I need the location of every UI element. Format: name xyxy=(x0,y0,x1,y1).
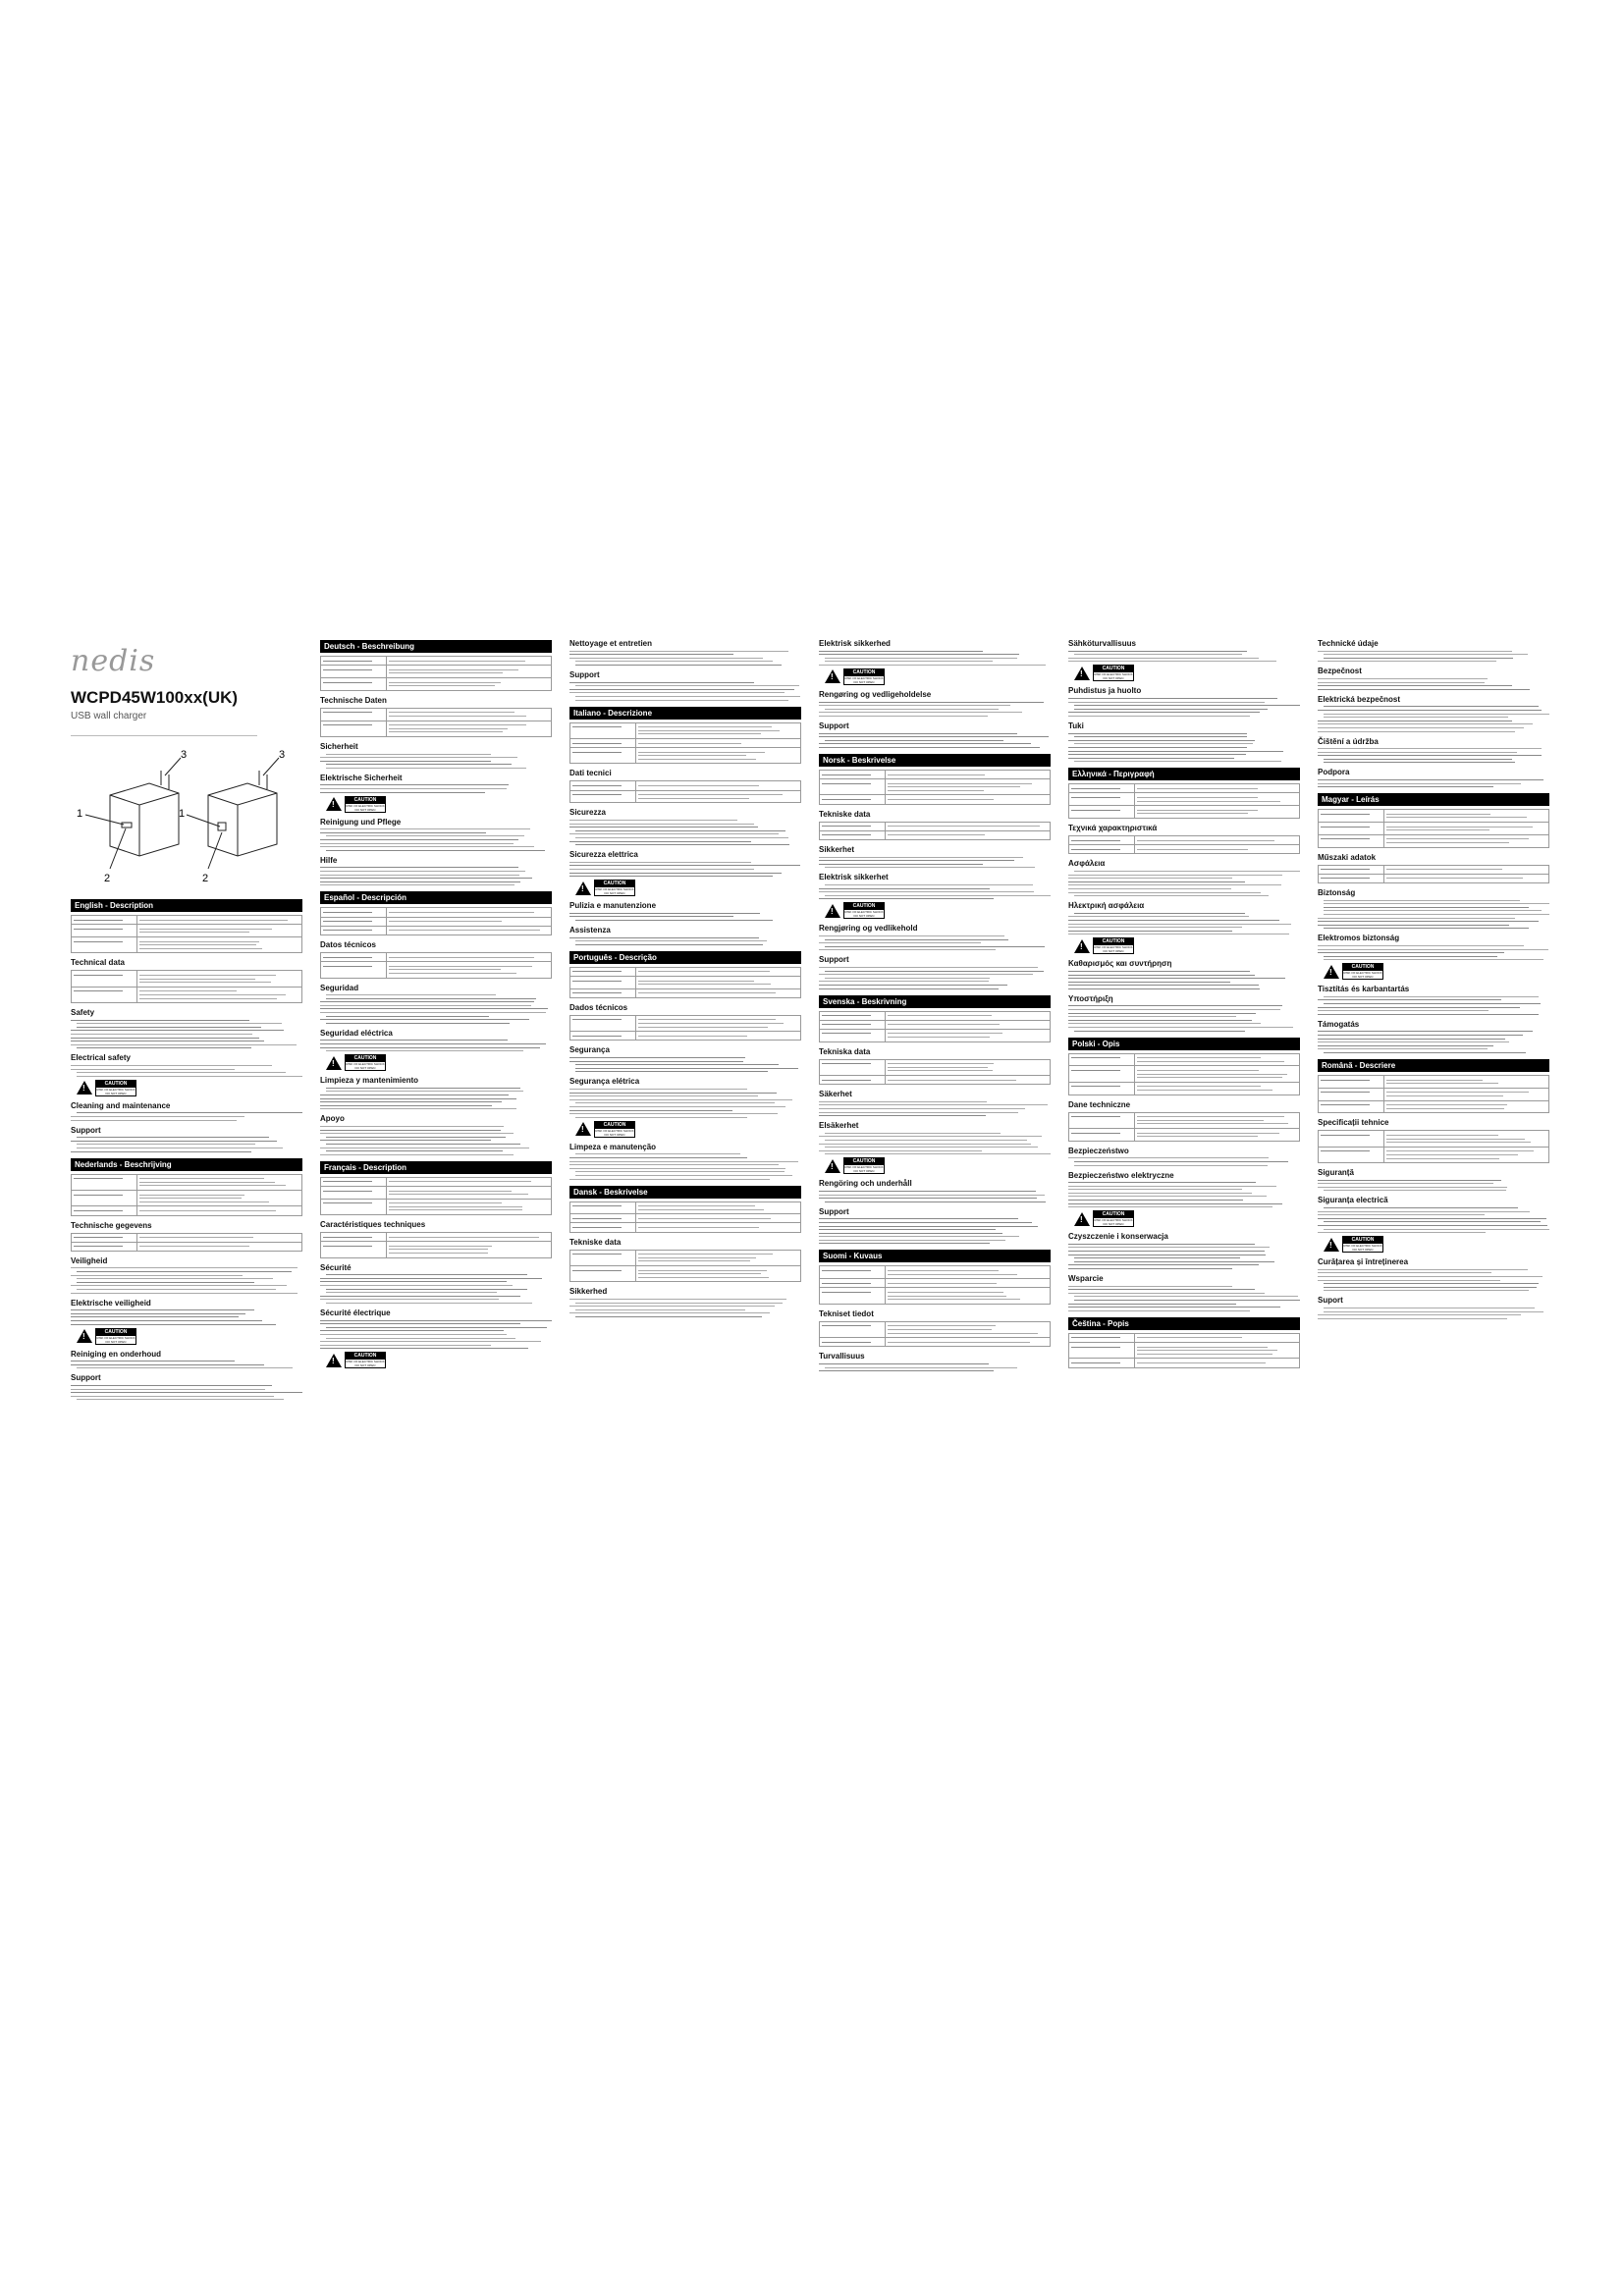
body-text xyxy=(1068,913,1300,935)
caution-text: CAUTION xyxy=(1094,1211,1133,1218)
caution-label xyxy=(77,1328,302,1345)
warning-icon xyxy=(825,904,840,918)
body-text xyxy=(71,1112,302,1120)
subsection-title: Suport xyxy=(1318,1296,1343,1306)
section-title: Sähköturvallisuus xyxy=(1068,639,1136,648)
caution-subtext: RISK OF ELECTRIC SHOCK DO NOT OPEN xyxy=(595,1128,634,1137)
body-text xyxy=(71,1137,302,1151)
body-text xyxy=(1068,871,1300,896)
body-text xyxy=(320,1274,552,1304)
subsection-title: Tuki xyxy=(1068,721,1084,730)
warning-icon xyxy=(326,1056,342,1070)
warning-icon xyxy=(326,1354,342,1367)
body-text xyxy=(1068,733,1300,763)
body-text xyxy=(71,1267,302,1293)
subsection-title: Tisztítás és karbantartás xyxy=(1318,985,1410,994)
subsection-title: Rengöring och underhåll xyxy=(819,1179,912,1189)
caution-text: CAUTION xyxy=(346,1055,385,1062)
spec-table xyxy=(819,822,1051,840)
body-text xyxy=(320,994,552,1024)
warning-icon xyxy=(825,669,840,683)
body-text xyxy=(1318,1180,1549,1192)
subsection-title: Bezpečnost xyxy=(1318,667,1362,676)
subsection-title: Seguridad eléctrica xyxy=(320,1028,393,1038)
caution-label xyxy=(326,1352,552,1368)
body-text xyxy=(569,820,801,845)
subsection-title: Technical data xyxy=(71,958,125,968)
body-text xyxy=(569,913,801,921)
caution-subtext: RISK OF ELECTRIC SHOCK DO NOT OPEN xyxy=(1094,672,1133,681)
subsection-title: Elektrische Sicherheit xyxy=(320,773,403,782)
subsection-title: Reinigung und Pflege xyxy=(320,817,402,827)
subsection-title: Rengøring og vedligeholdelse xyxy=(819,689,932,699)
caution-label xyxy=(326,796,552,813)
body-text xyxy=(320,784,552,792)
body-text xyxy=(1068,651,1300,663)
divider xyxy=(71,735,257,736)
spec-table xyxy=(71,970,302,1003)
warning-icon xyxy=(1324,1238,1339,1252)
caution-label xyxy=(1324,963,1549,980)
caution-label xyxy=(825,1157,1051,1174)
subsection-title: Support xyxy=(819,955,849,965)
charger-illustration xyxy=(71,746,302,893)
cover-column xyxy=(71,634,302,1704)
section-title: Français - Description xyxy=(320,1161,552,1174)
caution-subtext: RISK OF ELECTRIC SHOCK DO NOT OPEN xyxy=(1094,945,1133,954)
caution-subtext: RISK OF ELECTRIC SHOCK DO NOT OPEN xyxy=(595,887,634,896)
body-text xyxy=(819,1101,1051,1116)
body-text xyxy=(320,754,552,769)
spec-table xyxy=(1318,809,1549,847)
callout-2: 2 xyxy=(104,873,111,884)
model-number: WCPD45W100xx(UK) xyxy=(71,688,239,707)
caution-label xyxy=(825,902,1051,919)
section-title: Polski - Opis xyxy=(1068,1038,1300,1050)
body-text xyxy=(320,1088,552,1110)
subsection-title: Ηλεκτρική ασφάλεια xyxy=(1068,901,1145,911)
warning-icon xyxy=(1074,939,1090,953)
caution-label xyxy=(825,668,1051,685)
body-text xyxy=(1318,651,1549,663)
subsection-title: Limpeza e manutenção xyxy=(569,1142,657,1151)
caution-label xyxy=(1074,665,1300,681)
subsection-title: Technische Daten xyxy=(320,695,387,705)
subsection-title: Apoyo xyxy=(320,1114,345,1124)
subsection-title: Assistenza xyxy=(569,925,611,934)
subsection-title: Sécurité xyxy=(320,1262,352,1272)
body-text xyxy=(320,1040,552,1051)
body-text xyxy=(819,1363,1051,1371)
section-title: Nettoyage et entretien xyxy=(569,639,653,648)
caution-subtext: RISK OF ELECTRIC SHOCK DO NOT OPEN xyxy=(346,803,385,812)
body-text xyxy=(569,1057,801,1072)
section-title: Čeština - Popis xyxy=(1068,1317,1300,1330)
caution-subtext: RISK OF ELECTRIC SHOCK DO NOT OPEN xyxy=(844,1165,884,1174)
caution-label xyxy=(1074,1210,1300,1227)
section-title: Suomi - Kuvaus xyxy=(819,1250,1051,1262)
body-text xyxy=(71,1385,302,1400)
body-text xyxy=(320,867,552,885)
section-title: Português - Descrição xyxy=(569,951,801,964)
body-text xyxy=(569,1089,801,1118)
caution-subtext: RISK OF ELECTRIC SHOCK DO NOT OPEN xyxy=(1343,971,1382,980)
spec-table xyxy=(569,967,801,998)
warning-icon xyxy=(575,1122,591,1136)
spec-table xyxy=(1318,865,1549,883)
body-text xyxy=(1068,698,1300,717)
caution-text: CAUTION xyxy=(844,669,884,676)
spec-table xyxy=(569,1015,801,1041)
subsection-title: Podpora xyxy=(1318,768,1350,777)
spec-table xyxy=(320,656,552,691)
subsection-title: Dados técnicos xyxy=(569,1002,628,1012)
caution-subtext: RISK OF ELECTRIC SHOCK DO NOT OPEN xyxy=(844,910,884,919)
body-text xyxy=(320,828,552,851)
spec-table xyxy=(1068,1112,1300,1142)
body-text xyxy=(1068,1244,1300,1269)
spec-table xyxy=(569,1250,801,1283)
caution-text: CAUTION xyxy=(844,1158,884,1165)
section-title: Elektrisk sikkerhed xyxy=(819,639,891,648)
body-text xyxy=(320,1126,552,1155)
body-text xyxy=(1318,706,1549,731)
body-text xyxy=(819,935,1051,950)
body-text xyxy=(1318,900,1549,930)
caution-text: CAUTION xyxy=(595,881,634,887)
subsection-title: Sikkerhed xyxy=(569,1287,608,1297)
product-subtitle: USB wall charger xyxy=(71,711,147,721)
warning-icon xyxy=(326,797,342,811)
subsection-title: Biztonság xyxy=(1318,887,1356,897)
caution-label xyxy=(575,880,801,896)
section-title: Technické údaje xyxy=(1318,639,1379,648)
caution-subtext: RISK OF ELECTRIC SHOCK DO NOT OPEN xyxy=(1094,1218,1133,1227)
caution-text: CAUTION xyxy=(844,903,884,910)
caution-label xyxy=(575,1121,801,1138)
subsection-title: Elsäkerhet xyxy=(819,1121,859,1131)
section-title: Español - Descripción xyxy=(320,891,552,904)
subsection-title: Cleaning and maintenance xyxy=(71,1100,171,1110)
subsection-title: Sicurezza elettrica xyxy=(569,850,638,860)
section-title: English - Description xyxy=(71,899,302,912)
spec-table xyxy=(819,770,1051,805)
callout-1: 1 xyxy=(77,808,83,820)
body-text xyxy=(1318,678,1549,690)
subsection-title: Ασφάλεια xyxy=(1068,859,1106,869)
warning-icon xyxy=(77,1081,92,1095)
subsection-title: Hilfe xyxy=(320,855,338,865)
subsection-title: Electrical safety xyxy=(71,1053,131,1063)
body-text xyxy=(1068,1005,1300,1031)
body-text xyxy=(1318,1308,1549,1319)
subsection-title: Safety xyxy=(71,1008,95,1018)
caution-text: CAUTION xyxy=(1094,938,1133,945)
subsection-title: Reiniging en onderhoud xyxy=(71,1349,161,1359)
body-text xyxy=(569,1153,801,1179)
subsection-title: Támogatás xyxy=(1318,1019,1360,1029)
spec-table xyxy=(320,907,552,935)
column-5 xyxy=(1068,634,1300,1704)
subsection-title: Dane techniczne xyxy=(1068,1099,1131,1109)
body-text xyxy=(71,1065,302,1077)
spec-table xyxy=(71,915,302,953)
subsection-title: Support xyxy=(569,669,600,679)
column-3 xyxy=(569,634,801,1704)
warning-icon xyxy=(825,1159,840,1173)
subsection-title: Wsparcie xyxy=(1068,1274,1104,1283)
body-text xyxy=(819,1191,1051,1202)
body-text xyxy=(569,1299,801,1317)
subsection-title: Sécurité électrique xyxy=(320,1308,391,1317)
subsection-title: Čištění a údržba xyxy=(1318,736,1379,746)
subsection-title: Rengjøring og vedlikehold xyxy=(819,924,918,934)
section-title: Magyar - Leírás xyxy=(1318,793,1549,806)
section-title: Deutsch - Beschreibung xyxy=(320,640,552,653)
body-text xyxy=(1068,971,1300,989)
callout-1b: 1 xyxy=(179,808,186,820)
manual-sheet xyxy=(71,634,1553,1704)
column-6 xyxy=(1318,634,1549,1704)
spec-table xyxy=(1318,1075,1549,1113)
body-text xyxy=(569,682,801,701)
subsection-title: Elektrická bezpečnost xyxy=(1318,694,1401,704)
caution-label xyxy=(77,1080,302,1096)
subsection-title: Elektrisk sikkerhet xyxy=(819,873,889,882)
callout-3: 3 xyxy=(181,749,188,761)
column-2 xyxy=(320,634,552,1704)
warning-icon xyxy=(1324,965,1339,979)
warning-icon xyxy=(1074,1212,1090,1226)
caution-label xyxy=(1324,1236,1549,1253)
spec-table xyxy=(569,1201,801,1233)
subsection-title: Datos técnicos xyxy=(320,939,376,949)
subsection-title: Specificații tehnice xyxy=(1318,1118,1389,1128)
spec-table xyxy=(1068,783,1300,819)
subsection-title: Technische gegevens xyxy=(71,1220,152,1230)
spec-table xyxy=(71,1233,302,1252)
caution-text: CAUTION xyxy=(96,1329,135,1336)
subsection-title: Support xyxy=(819,721,849,730)
body-text xyxy=(1318,779,1549,787)
caution-subtext: RISK OF ELECTRIC SHOCK DO NOT OPEN xyxy=(844,675,884,684)
caution-label xyxy=(326,1054,552,1071)
caution-subtext: RISK OF ELECTRIC SHOCK DO NOT OPEN xyxy=(96,1087,135,1095)
caution-text: CAUTION xyxy=(346,1353,385,1360)
subsection-title: Curățarea și întreținerea xyxy=(1318,1257,1409,1267)
spec-table xyxy=(819,1059,1051,1086)
warning-icon xyxy=(575,881,591,895)
spec-table xyxy=(819,1011,1051,1042)
spec-table xyxy=(819,1321,1051,1348)
caution-text: CAUTION xyxy=(96,1081,135,1088)
body-text xyxy=(71,1020,302,1049)
body-text xyxy=(1068,1286,1300,1311)
callout-2b: 2 xyxy=(202,873,209,884)
spec-table xyxy=(71,1174,302,1216)
subsection-title: Support xyxy=(819,1206,849,1216)
subsection-title: Tekniske data xyxy=(569,1237,622,1247)
caution-subtext: RISK OF ELECTRIC SHOCK DO NOT OPEN xyxy=(96,1335,135,1344)
body-text xyxy=(569,937,801,945)
section-title: Norsk - Beskrivelse xyxy=(819,754,1051,767)
subsection-title: Sicurezza xyxy=(569,808,606,818)
product-figure xyxy=(71,746,302,893)
caution-subtext: RISK OF ELECTRIC SHOCK DO NOT OPEN xyxy=(346,1062,385,1071)
subsection-title: Support xyxy=(71,1373,101,1383)
subsection-title: Tekniske data xyxy=(819,809,871,819)
spec-table xyxy=(1068,1333,1300,1368)
section-title: Dansk - Beskrivelse xyxy=(569,1186,801,1199)
caution-text: CAUTION xyxy=(1343,1237,1382,1244)
body-text xyxy=(1318,1207,1549,1233)
caution-subtext: RISK OF ELECTRIC SHOCK DO NOT OPEN xyxy=(1343,1244,1382,1253)
subsection-title: Puhdistus ja huolto xyxy=(1068,686,1142,696)
subsection-title: Τεχνικά χαρακτηριστικά xyxy=(1068,824,1158,833)
spec-table xyxy=(1318,1130,1549,1163)
spec-table xyxy=(320,708,552,737)
caution-text: CAUTION xyxy=(595,1122,634,1129)
body-text xyxy=(1318,1269,1549,1292)
subsection-title: Tekniska data xyxy=(819,1046,871,1056)
subsection-title: Siguranță xyxy=(1318,1168,1354,1178)
caution-text: CAUTION xyxy=(346,797,385,804)
body-text xyxy=(1068,1182,1300,1207)
subsection-title: Säkerhet xyxy=(819,1090,852,1099)
section-title: Ελληνικά - Περιγραφή xyxy=(1068,768,1300,780)
section-title: Română - Descriere xyxy=(1318,1059,1549,1072)
subsection-title: Limpieza y mantenimiento xyxy=(320,1076,419,1086)
spec-table xyxy=(320,1177,552,1215)
subsection-title: Seguridad xyxy=(320,983,359,992)
subsection-title: Turvallisuus xyxy=(819,1352,865,1362)
subsection-title: Czyszczenie i konserwacja xyxy=(1068,1232,1168,1242)
warning-icon xyxy=(77,1329,92,1343)
body-text xyxy=(819,733,1051,748)
body-text xyxy=(819,702,1051,717)
body-text xyxy=(1318,748,1549,763)
caution-text: CAUTION xyxy=(1094,666,1133,672)
subsection-title: Caractéristiques techniques xyxy=(320,1220,426,1230)
section-title: Italiano - Descrizione xyxy=(569,707,801,720)
callout-3b: 3 xyxy=(279,749,286,761)
brand-logo: nedis xyxy=(71,644,156,678)
body-text xyxy=(1318,1031,1549,1053)
subsection-title: Tekniset tiedot xyxy=(819,1308,874,1318)
subsection-title: Sicherheit xyxy=(320,741,358,751)
body-text xyxy=(569,651,801,666)
warning-icon xyxy=(1074,667,1090,680)
subsection-title: Segurança xyxy=(569,1045,610,1055)
subsection-title: Support xyxy=(71,1125,101,1135)
subsection-title: Veiligheid xyxy=(71,1255,108,1265)
subsection-title: Καθαρισμός και συντήρηση xyxy=(1068,959,1172,969)
subsection-title: Υποστήριξη xyxy=(1068,993,1113,1003)
subsection-title: Pulizia e manutenzione xyxy=(569,901,657,911)
body-text xyxy=(71,1361,302,1368)
spec-table xyxy=(569,780,801,803)
spec-table xyxy=(819,1265,1051,1304)
body-text xyxy=(819,967,1051,989)
spec-table xyxy=(1068,835,1300,854)
column-4 xyxy=(819,634,1051,1704)
body-text xyxy=(819,1218,1051,1244)
subsection-title: Elektrische veiligheid xyxy=(71,1298,151,1308)
subsection-title: Műszaki adatok xyxy=(1318,852,1377,862)
body-text xyxy=(819,651,1051,666)
subsection-title: Bezpieczeństwo xyxy=(1068,1146,1129,1155)
caution-text: CAUTION xyxy=(1343,964,1382,971)
spec-table xyxy=(320,952,552,979)
spec-table xyxy=(1068,1053,1300,1095)
body-text xyxy=(819,857,1051,869)
body-text xyxy=(320,1320,552,1350)
subsection-title: Bezpieczeństwo elektryczne xyxy=(1068,1170,1174,1180)
section-title: Nederlands - Beschrijving xyxy=(71,1158,302,1171)
subsection-title: Segurança elétrica xyxy=(569,1077,640,1087)
subsection-title: Sikkerhet xyxy=(819,845,855,855)
section-title: Svenska - Beskrivning xyxy=(819,995,1051,1008)
caution-subtext: RISK OF ELECTRIC SHOCK DO NOT OPEN xyxy=(346,1360,385,1368)
body-text xyxy=(71,1309,302,1324)
body-text xyxy=(819,1133,1051,1155)
body-text xyxy=(569,862,801,877)
body-text xyxy=(1318,945,1549,960)
spec-table xyxy=(569,722,801,765)
subsection-title: Elektromos biztonság xyxy=(1318,934,1400,943)
body-text xyxy=(819,884,1051,899)
body-text xyxy=(1068,1157,1300,1165)
spec-table xyxy=(320,1232,552,1258)
subsection-title: Dati tecnici xyxy=(569,769,612,778)
subsection-title: Siguranța electrică xyxy=(1318,1196,1388,1205)
body-text xyxy=(1318,996,1549,1015)
caution-label xyxy=(1074,937,1300,954)
